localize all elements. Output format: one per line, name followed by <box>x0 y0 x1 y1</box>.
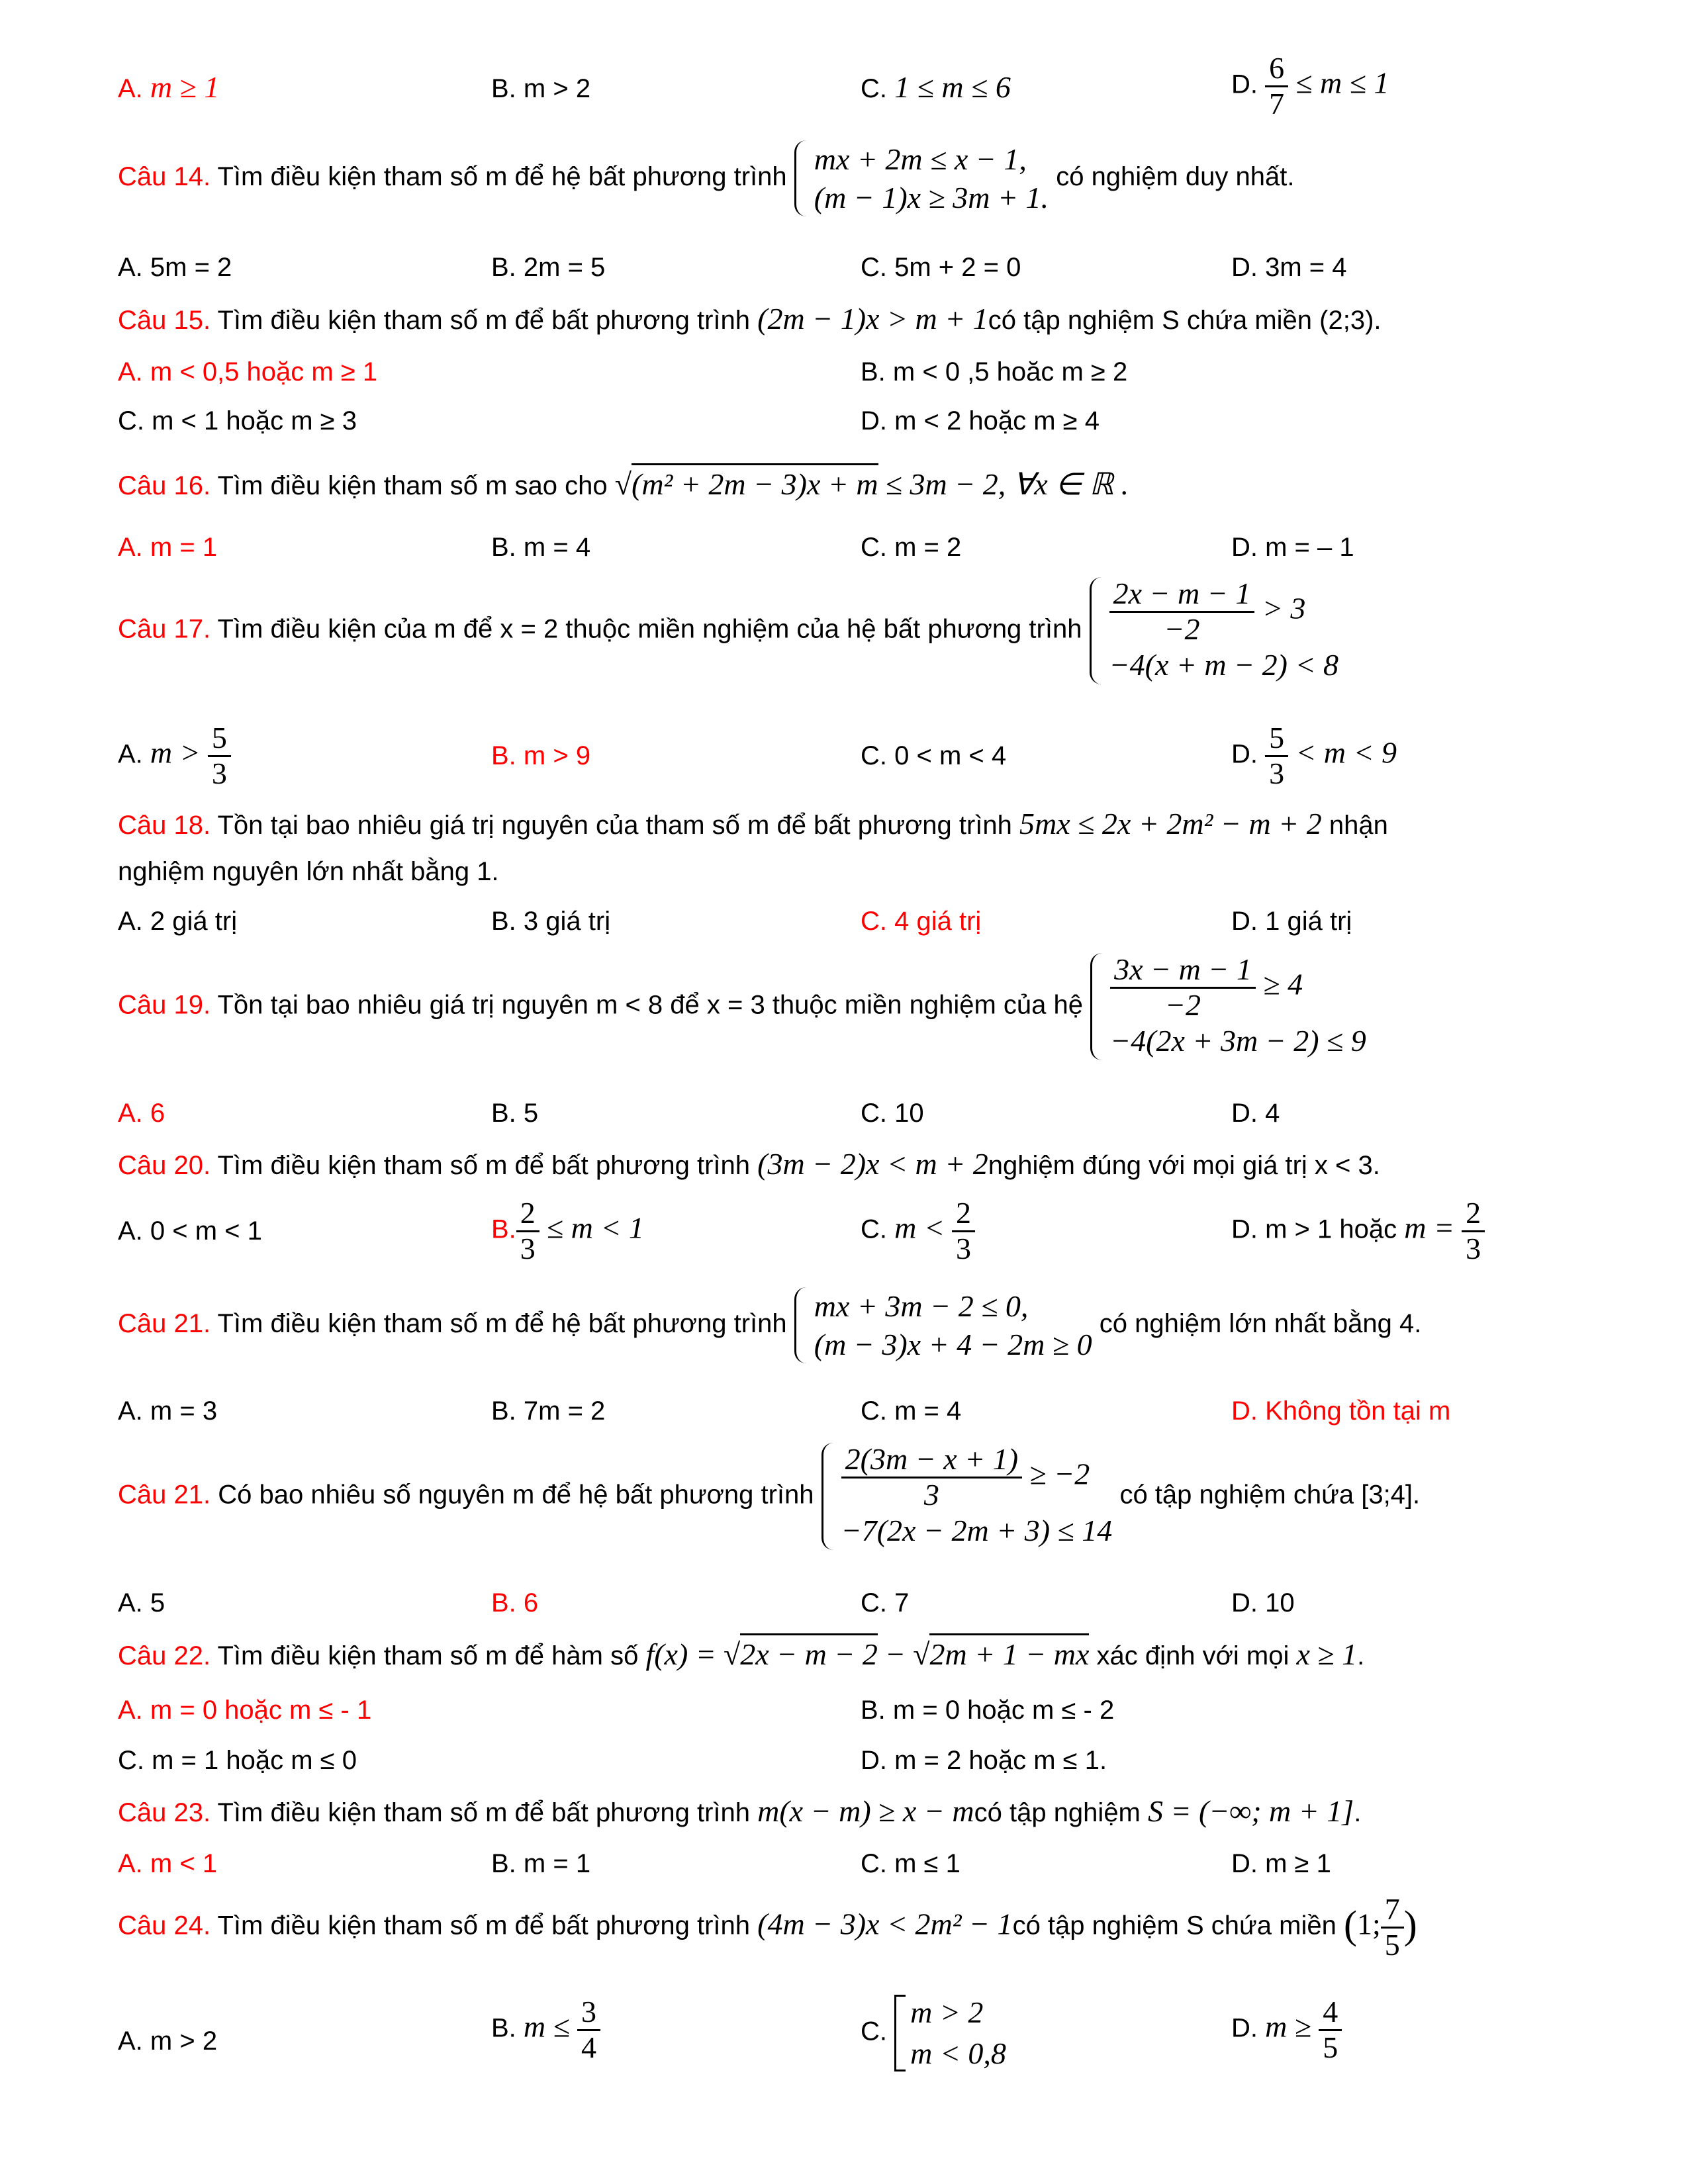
q18-answer-c: C. 4 giá trị <box>861 907 982 936</box>
q20-answer-b: B. $\frac{2}{3}$ ≤ m < 1 <box>491 1196 644 1265</box>
q19-answer-d: D. 4 <box>1231 1099 1280 1128</box>
question-15: Câu 15. Tìm điều kiện tham số m để bất phương trình (2m − 1)x > m + 1có tập nghiệm S chứa miền (2;3). <box>118 302 1382 336</box>
q15-answer-c: C. m < 1 hoặc m ≥ 3 <box>118 406 357 435</box>
q16-answer-a: A. m = 1 <box>118 533 218 562</box>
bracket-system: m > 2 m < 0,8 <box>894 1992 1006 2074</box>
q17-answer-b: B. m > 9 <box>491 741 591 770</box>
q21a-answer-d: D. Không tồn tại m <box>1231 1396 1451 1426</box>
q18-answer-b: B. 3 giá trị <box>491 907 611 936</box>
q19-answer-c: C. 10 <box>861 1099 924 1128</box>
q21b-answer-b: B. 6 <box>491 1588 539 1617</box>
q13-answer-b: B. m > 2 <box>491 74 591 103</box>
q15-answer-b: B. m < 0 ,5 hoăc m ≥ 2 <box>861 357 1128 387</box>
q17-answer-a: A. m > $\frac{5}{3}$ <box>118 721 231 790</box>
q22-answer-d: D. m = 2 hoặc m ≤ 1. <box>861 1746 1107 1775</box>
inequality-system: $\frac{2(3m - x + 1)}{3}$ ≥ −2 −7(2x − 2m + 3) ≤ 14 <box>821 1443 1113 1550</box>
q19-answer-b: B. 5 <box>491 1099 539 1128</box>
question-21b: Câu 21. Có bao nhiêu số nguyên m để hệ bất phương trình $\frac{2(3m - x + 1)}{3}$ ≥ −2 −7(2x − 2m + 3) ≤ 14 có tập nghiệm chứa [3;4]. <box>118 1443 1420 1550</box>
question-21a: Câu 21. Tìm điều kiện tham số m để hệ bất phương trình mx + 3m − 2 ≤ 0, (m − 3)x + 4 − 2m ≥ 0 có nghiệm lớn nhất bằng 4. <box>118 1287 1421 1363</box>
inequality-system: $\frac{2x - m - 1}{-2}$ > 3 −4(x + m − 2) < 8 <box>1090 577 1338 684</box>
question-24: Câu 24. Tìm điều kiện tham số m để bất phương trình (4m − 3)x < 2m² − 1có tập nghiệm S chứa miền (1; $\frac{7}{5}$ ) <box>118 1892 1417 1962</box>
q21b-answer-d: D. 10 <box>1231 1588 1295 1617</box>
q13-answer-a: A. m ≥ 1 <box>118 70 220 104</box>
q22-answer-b: B. m = 0 hoặc m ≤ - 2 <box>861 1696 1115 1725</box>
q23-answer-d: D. m ≥ 1 <box>1231 1849 1331 1878</box>
question-17: Câu 17. Tìm điều kiện của m để x = 2 thuộc miền nghiệm của hệ bất phương trình $\frac{2x - m - 1}{-2}$ > 3 −4(x + m − 2) < 8 <box>118 577 1338 684</box>
inequality-system: mx + 2m ≤ x − 1, (m − 1)x ≥ 3m + 1. <box>794 140 1049 216</box>
q20-answer-c: C. m < $\frac{2}{3}$ <box>861 1197 975 1265</box>
q13-answer-c: C. 1 ≤ m ≤ 6 <box>861 70 1011 104</box>
q15-answer-d: D. m < 2 hoặc m ≥ 4 <box>861 406 1100 435</box>
q18-answer-a: A. 2 giá trị <box>118 907 238 936</box>
fraction: $\frac{6}{7}$ <box>1265 52 1288 120</box>
q23-answer-c: C. m ≤ 1 <box>861 1849 961 1878</box>
question-18: Câu 18. Tồn tại bao nhiêu giá trị nguyên của tham số m để bất phương trình 5mx ≤ 2x + 2m² − m + 2 nhận <box>118 807 1388 841</box>
q20-answer-d: D. m > 1 hoặc m = $\frac{2}{3}$ <box>1231 1197 1485 1265</box>
question-14: Câu 14. Tìm điều kiện tham số m để hệ bất phương trình mx + 2m ≤ x − 1, (m − 1)x ≥ 3m + 1. có nghiệm duy nhất. <box>118 140 1294 216</box>
q20-answer-a: A. 0 < m < 1 <box>118 1216 262 1246</box>
question-20: Câu 20. Tìm điều kiện tham số m để bất phương trình (3m − 2)x < m + 2nghiệm đúng với mọi giá trị x < 3. <box>118 1147 1380 1181</box>
question-16: Câu 16. Tìm điều kiện tham số m sao cho √(m² + 2m − 3)x + m ≤ 3m − 2, ∀x ∈ ℝ . <box>118 463 1129 502</box>
radical: (m² + 2m − 3)x + m <box>632 463 878 502</box>
question-18-line-2: nghiệm nguyên lớn nhất bằng 1. <box>118 857 499 886</box>
q23-answer-b: B. m = 1 <box>491 1849 591 1878</box>
q21a-answer-a: A. m = 3 <box>118 1396 218 1426</box>
q17-answer-d: D. $\frac{5}{3}$ < m < 9 <box>1231 721 1397 790</box>
q17-answer-c: C. 0 < m < 4 <box>861 741 1007 770</box>
question-23: Câu 23. Tìm điều kiện tham số m để bất phương trình m(x − m) ≥ x − mcó tập nghiệm S = (−∞; m + 1]. <box>118 1794 1362 1828</box>
q13-answer-d: D. $\frac{6}{7}$ ≤ m ≤ 1 <box>1231 51 1389 120</box>
q14-answer-d: D. 3m = 4 <box>1231 253 1347 282</box>
q21a-answer-b: B. 7m = 2 <box>491 1396 606 1426</box>
q24-answer-a: A. m > 2 <box>118 2026 218 2056</box>
question-22: Câu 22. Tìm điều kiện tham số m để hàm số f(x) = √2x − m − 2 − √2m + 1 − mx xác định với mọi x ≥ 1. <box>118 1633 1364 1672</box>
q19-answer-a: A. 6 <box>118 1099 165 1128</box>
q16-answer-b: B. m = 4 <box>491 533 591 562</box>
q14-answer-a: A. 5m = 2 <box>118 253 232 282</box>
question-19: Câu 19. Tồn tại bao nhiêu giá trị nguyên m < 8 để x = 3 thuộc miền nghiệm của hệ $\frac{3x - m - 1}{-2}$ ≥ 4 −4(2x + 3m − 2) ≤ 9 <box>118 953 1366 1060</box>
q22-answer-c: C. m = 1 hoặc m ≤ 0 <box>118 1746 357 1775</box>
q24-answer-d: D. m ≥ $\frac{4}{5}$ <box>1231 1995 1342 2064</box>
inequality-system: mx + 3m − 2 ≤ 0, (m − 3)x + 4 − 2m ≥ 0 <box>794 1287 1092 1363</box>
q21b-answer-c: C. 7 <box>861 1588 910 1617</box>
q14-answer-c: C. 5m + 2 = 0 <box>861 253 1021 282</box>
inequality-system: $\frac{3x - m - 1}{-2}$ ≥ 4 −4(2x + 3m − 2) ≤ 9 <box>1090 953 1366 1060</box>
q24-answer-c: C. m > 2 m < 0,8 <box>861 1992 1006 2074</box>
q21a-answer-c: C. m = 4 <box>861 1396 962 1426</box>
q16-answer-c: C. m = 2 <box>861 533 962 562</box>
q21b-answer-a: A. 5 <box>118 1588 165 1617</box>
q18-answer-d: D. 1 giá trị <box>1231 907 1352 936</box>
q15-answer-a: A. m < 0,5 hoặc m ≥ 1 <box>118 357 378 387</box>
q23-answer-a: A. m < 1 <box>118 1849 218 1878</box>
q14-answer-b: B. 2m = 5 <box>491 253 606 282</box>
q24-answer-b: B. m ≤ $\frac{3}{4}$ <box>491 1995 600 2064</box>
q16-answer-d: D. m = – 1 <box>1231 533 1354 562</box>
q22-answer-a: A. m = 0 hoặc m ≤ - 1 <box>118 1696 372 1725</box>
